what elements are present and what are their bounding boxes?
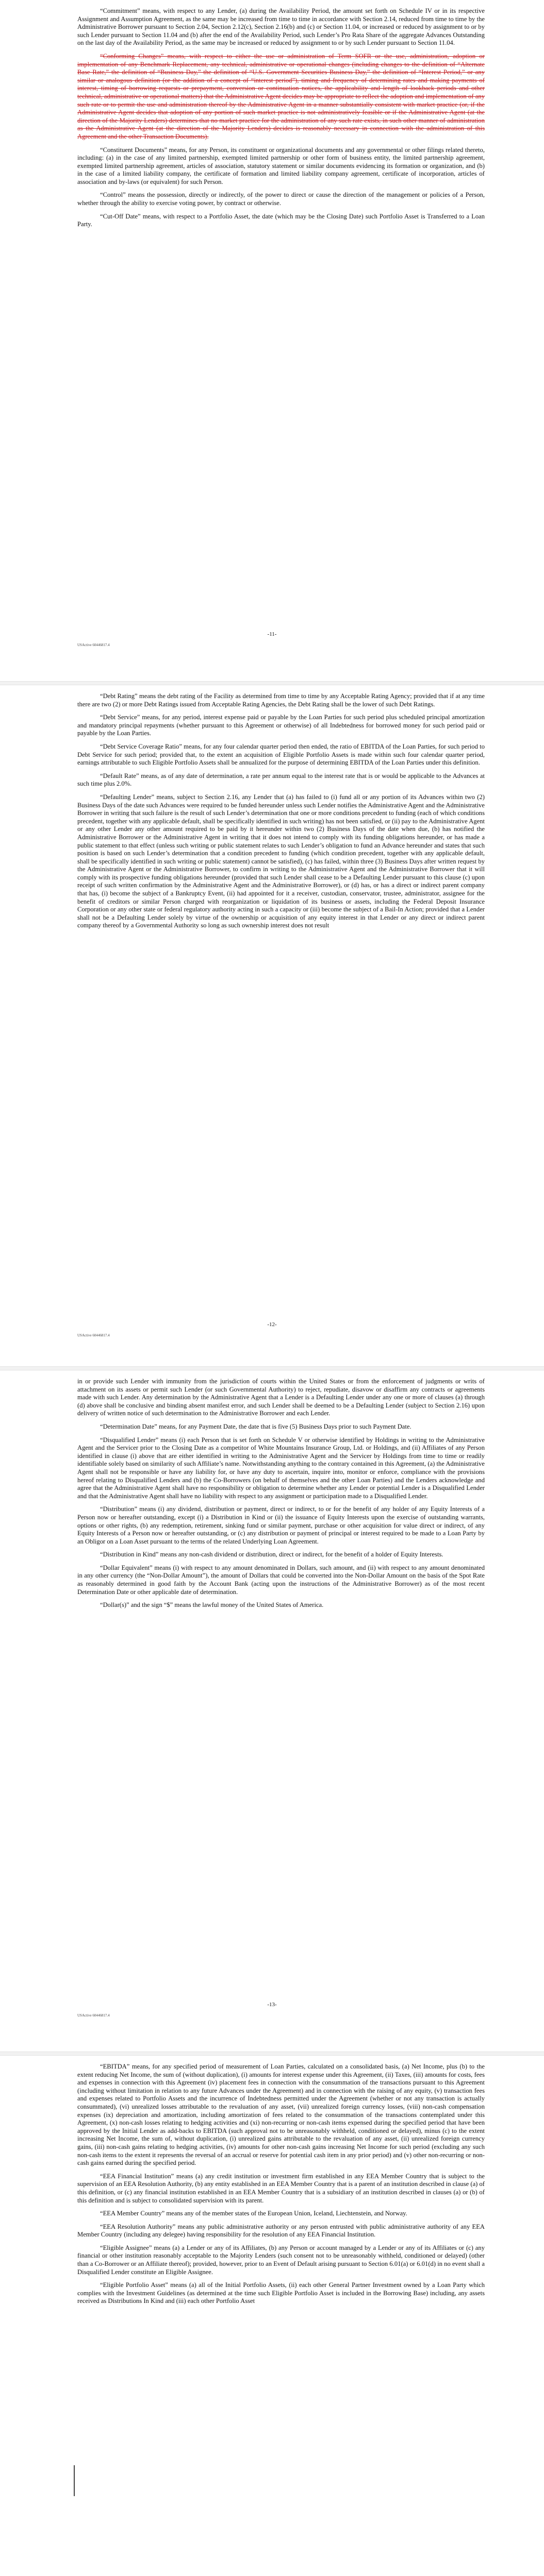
definition-ebitda: “EBITDA” means, for any specified period of measurement of Loan Parties, calculated on a consolidated basis, (a) Net Income, plus (b) to the extent reducing Net Income, the sum of (without duplication), (i) amounts for interest expense under this Agreement, (ii) Taxes, (iii) amounts for costs, fees and expenses in connection with this Agreement (iv) placement fees in connection with the consummation of the transactions pursuant to this Agreement (including without limitation in relation to any future Advances under the Agreement) and in connection with the raising of any equity, (v) transaction fees and expenses related to Portfolio Assets and the incurrence of Indebtedness permitted under the Agreement (whether or not any transaction is actually consummated), (vi) unrealized losses attributable to the revaluation of any asset, (vii) unrealized foreign currency losses, (viii) non-cash compensation expenses (ix) depreciation and amortization, including amortization of fees related to the consummation of the transactions contemplated under this Agreement, (x) non-cash losses relating to hedging activities and (xi) non-recurring or non-cash items expensed during the specified period that have been approved by the Initial Lender as add-backs to EBITDA (such approval not to be unreasonably withheld, conditioned or delayed), minus (c) to the extent increasing Net Income, the sum of, without duplication, (i) unrealized gains attributable to the revaluation of any asset, (ii) unrealized foreign currency gains, (iii) non-cash gains relating to hedging activities, (iv) amounts for other non-cash gains increasing Net Income for such period (excluding any such non-cash items to the extent it represents the reversal of an accrual or reserve for potential cash item in any prior period) and (v) other non-recurring or non-cash gains earned during the specified period.	[77, 2063, 485, 2167]
definition-defaulting-lender: “Defaulting Lender” means, subject to Section 2.16, any Lender that (a) has failed to (i) fund all or any portion of its Advances within two (2) Business Days of the date such Advances were required to be funded hereunder unless such Lender notifies the Administrative Agent and the Administrative Borrower in writing that such failure is the result of such Lender’s determination that one or more conditions precedent to funding (each of which conditions precedent, together with any applicable default, shall be specifically identified in such writing) has not been satisfied, or (ii) pay to the Administrative Agent or any other Lender any other amount required to be paid by it hereunder within two (2) Business Days of the date when due, (b) has notified the Administrative Borrower or the Administrative Agent in writing that it does not intend to comply with its funding obligations hereunder, or has made a public statement to that effect (unless such writing or public statement relates to such Lender’s obligation to fund an Advance hereunder and states that such position is based on such Lender’s determination that a condition precedent to funding (which condition precedent, together with any applicable default, shall be specifically identified in such writing or public statement) cannot be satisfied), (c) has failed, within three (3) Business Days after written request by the Administrative Agent or the Administrative Borrower, to confirm in writing to the Administrative Agent and the Administrative Borrower that it will comply with its prospective funding obligations hereunder (provided that such Lender shall cease to be a Defaulting Lender pursuant to this clause (c) upon receipt of such written confirmation by the Administrative Agent and the Administrative Borrower), or (d) has, or has a direct or indirect parent company that has, (i) become the subject of a Bankruptcy Event, (ii) had appointed for it a receiver, custodian, conservator, trustee, administrator, assignee for the benefit of creditors or similar Person charged with reorganization or liquidation of its business or assets, including the Federal Deposit Insurance Corporation or any other state or federal regulatory authority acting in such a capacity or (iii) become the subject of a Bail-In Action; provided that a Lender shall not be a Defaulting Lender solely by virtue of the ownership or acquisition of any equity interest in that Lender or any direct or indirect parent company thereof by a Governmental Authority so long as such ownership interest does not result	[77, 793, 485, 929]
definition-cut-off-date: “Cut-Off Date” means, with respect to a Portfolio Asset, the date (which may be the Closing Date) such Portfolio Asset is Transferred to a Loan Party.	[77, 212, 485, 228]
definition-constituent-documents: “Constituent Documents” means, for any Person, its constituent or organizational documents and any governmental or other filings related thereto, including: (a) in the case of any limited partnership, exempted limited partnership or other form of business entity, the limited partnership agreement, exempted limited partnership agreement, articles of association, statutory statement or similar documents evidencing its formation or organization, and (b) in the case of a limited liability company, the certificate of formation and limited liability company agreement, certificate of incorporation, articles of association and by-laws (or equivalent) for such Person.	[77, 146, 485, 185]
definition-debt-rating: “Debt Rating” means the debt rating of the Facility as determined from time to time by any Acceptable Rating Agency; provided that if at any time there are two (2) or more Debt Ratings issued from Acceptable Rating Agencies, the Debt Rating shall be the lower of such Debt Ratings.	[77, 692, 485, 708]
page-separator	[0, 1366, 544, 1370]
definition-eea-financial-institution: “EEA Financial Institution” means (a) any credit institution or investment firm established in any EEA Member Country that is subject to the supervision of an EEA Resolution Authority, (b) any entity established in an EEA Member Country that is a parent of an institution described in clause (a) of this definition, or (c) any financial institution established in an EEA Member Country that is a subsidiary of an institution described in clauses (a) or (b) of this definition and is subject to consolidated supervision with its parent.	[77, 2172, 485, 2204]
document-code: USActive 60446817.4	[77, 1333, 110, 1337]
page-separator	[0, 2052, 544, 2056]
definition-control: “Control” means the possession, directly or indirectly, of the power to direct or cause the direction of the management or policies of a Person, whether through the ability to exercise voting power, by contract or otherwise.	[77, 191, 485, 207]
document-code: USActive 60446817.4	[77, 2013, 110, 2018]
definition-distribution-in-kind: “Distribution in Kind” means any non-cash dividend or distribution, direct or indirect, for the benefit of a holder of Equity Interests.	[100, 1551, 443, 1558]
page-number: -12-	[267, 1321, 277, 1328]
definition-eea-resolution-authority: “EEA Resolution Authority” means any public administrative authority or any person entrusted with public administrative authority of any EEA Member Country (including any delegee) having responsibility for the resolution of any EEA Financial Institution.	[77, 2223, 485, 2239]
definition-disqualified-lender: “Disqualified Lender” means (i) each Person that is set forth on Schedule V or otherwise identified by Holdings in writing to the Administrative Agent and the Servicer prior to the Closing Date as a competitor of White Mountains Insurance Group, Ltd. or Holdings, and (ii) Affiliates of any Person identified in clause (i) above that are either identified in writing to the Administrative Agent and the Servicer by Holdings from time to time or readily identifiable solely based on similarity of such Affiliate’s name. Notwithstanding anything to the contrary contained in this Agreement, (a) the Administrative Agent shall not be responsible or have any liability for, or have any duty to ascertain, inquire into, monitor or enforce, compliance with the provisions hereof relating to Disqualified Lenders and (b) the Co-Borrowers (on behalf of themselves and the other Loan Parties) and the Lenders acknowledge and agree that the Administrative Agent shall have no responsibility or obligation to determine whether any Lender or potential Lender is a Disqualified Lender and that the Administrative Agent shall have no liability with respect to any assignment or participation made to a Disqualified Lender.	[77, 1436, 485, 1500]
page-12	[0, 685, 544, 1365]
definition-eea-member-country: “EEA Member Country” means any of the member states of the European Union, Iceland, Liechtenstein, and Norway.	[100, 2210, 407, 2217]
definition-debt-service: “Debt Service” means, for any period, interest expense paid or payable by the Loan Parties for such period plus scheduled principal amortization and mandatory principal repayments (whether pursuant to this Agreement or otherwise) of all Indebtedness for borrowed money for such period paid or payable by the Loan Parties.	[77, 714, 485, 737]
definition-conforming-changes-deleted: “Conforming Changes” means, with respect to either the use or administration of Term SOFR or the use, administration, adoption or implementation of any Benchmark Replacement, any technical, administrative or operational changes (including changes to the definition of “Alternate Base Rate,” the definition of “Business Day,” the definition of “U.S. Government Securities Business Day,” the definition of “Interest Period,” or any similar or analogous definition (or the addition of a concept of “interest period”), timing and frequency of determining rates and making payments of interest, timing of borrowing requests or prepayment, conversion or continuation notices, the applicability and length of lookback periods and other technical, administrative or operational matters) that the Administrative Agent decides may be appropriate to reflect the adoption and implementation of any such rate or to permit the use and administration thereof by the Administrative Agent in a manner substantially consistent with market practice (or, if the Administrative Agent decides that adoption of any portion of such market practice is not administratively feasible or if the Administrative Agent (at the direction of the Majority Lenders) determines that no market practice for the administration of any such rate exists, in such other manner of administration as the Administrative Agent (at the direction of the Majority Lenders) decides is reasonably necessary in connection with the administration of this Agreement and the other Transaction Documents).	[77, 52, 485, 140]
page-13	[0, 1370, 544, 2050]
definition-determination-date: “Determination Date” means, for any Payment Date, the date that is five (5) Business Days prior to such Payment Date.	[100, 1422, 411, 1430]
definition-distribution: “Distribution” means (i) any dividend, distribution or payment, direct or indirect, to or for the benefit of any holder of any Equity Interests of a Person now or hereafter outstanding, except (i) a Distribution in Kind or (ii) the issuance of Equity Interests upon the exercise of outstanding warrants, options or other rights, (b) any redemption, retirement, sinking fund or similar payment, purchase or other acquisition for value direct or indirect, of any Equity Interests of a Person now or hereafter outstanding, or (c) any distribution or payment of principal or interest required to be made to a Loan Party by an Obligor on a Loan Asset pursuant to the terms of the related Underlying Loan Agreement.	[77, 1505, 485, 1545]
page-number: -11-	[267, 631, 277, 637]
definition-dollars: “Dollar(s)” and the sign “$” means the lawful money of the United States of America.	[100, 1601, 324, 1609]
revision-bar	[74, 2465, 75, 2496]
page-14	[0, 2056, 544, 2576]
definition-dollar-equivalent: “Dollar Equivalent” means (i) with respect to any amount denominated in Dollars, such amount, and (ii) with respect to any amount denominated in any other currency (the “Non-Dollar Amount”), the amount of Dollars that could be converted into the Non-Dollar Amount on the basis of the Spot Rate as reasonably determined in good faith by the Account Bank (acting upon the instructions of the Administrative Borrower) as of the most recent Determination Date or other applicable date of determination.	[77, 1564, 485, 1596]
definition-defaulting-lender-continued: in or provide such Lender with immunity from the jurisdiction of courts within the United States or from the enforcement of judgments or writs of attachment on its assets or permit such Lender (or such Governmental Authority) to reject, repudiate, disavow or disaffirm any contracts or agreements made with such Lender. Any determination by the Administrative Agent that a Lender is a Defaulting Lender under any one or more of clauses (a) through (d) above shall be conclusive and binding absent manifest error, and such Lender shall be deemed to be a Defaulting Lender (subject to Section 2.16) upon delivery of written notice of such determination to the Administrative Borrower and each Lender.	[77, 1378, 485, 1417]
definition-eligible-assignee: “Eligible Assignee” means (a) a Lender or any of its Affiliates, (b) any Person or account managed by a Lender or any of its Affiliates or (c) any financial or other institution reasonably acceptable to the Majority Lenders (such consent not to be unreasonably withheld, conditioned or delayed) (other than a Co-Borrower or an Affiliate thereof); provided, however, prior to an Event of Default arising pursuant to Section 6.01(a) or 6.01(d) in no event shall a Disqualified Lender constitute an Eligible Assignee.	[77, 2244, 485, 2276]
definition-debt-service-coverage-ratio: “Debt Service Coverage Ratio” means, for any four calendar quarter period then ended, the ratio of EBITDA of the Loan Parties, for such period to Debt Service for such period; provided that, to the extent an acquisition of Eligible Portfolio Assets is made within such four calendar quarter period, earnings attributable to such Eligible Portfolio Assets shall be annualized for the purpose of determining EBITDA of the Loan Parties under this definition.	[77, 742, 485, 767]
page-separator	[0, 681, 544, 685]
document-code: USActive 60446817.4	[77, 643, 110, 647]
definition-default-rate: “Default Rate” means, as of any date of determination, a rate per annum equal to the interest rate that is or would be applicable to the Advances at such time plus 2.0%.	[77, 772, 485, 788]
definition-eligible-portfolio-asset: “Eligible Portfolio Asset” means (a) all of the Initial Portfolio Assets, (ii) each other General Partner Investment owned by a Loan Party which complies with the Investment Guidelines (as determined at the time such Eligible Portfolio Asset is included in the Borrowing Base) including, any assets received as Distributions In Kind and (iii) each other Portfolio Asset	[77, 2281, 485, 2305]
page-11	[0, 0, 544, 680]
definition-commitment: “Commitment” means, with respect to any Lender, (a) during the Availability Period, the amount set forth on Schedule IV or in its respective Assignment and Assumption Agreement, as the same may be increased from time to time in accordance with Section 2.14, reduced from time to time by the Administrative Borrower pursuant to Section 2.04, Section 2.12(c), Section 2.16(b) and (c) or Section 11.04, or increased or reduced by assignment to or by such Lender pursuant to Section 11.04 and (b) after the end of the Availability Period, such Lender’s Pro Rata Share of the aggregate Advances Outstanding on the last day of the Availability Period, as the same may be increased or reduced by assignment to or by such Lender pursuant to Section 11.04.	[77, 7, 485, 47]
page-number: -13-	[267, 2002, 277, 2008]
